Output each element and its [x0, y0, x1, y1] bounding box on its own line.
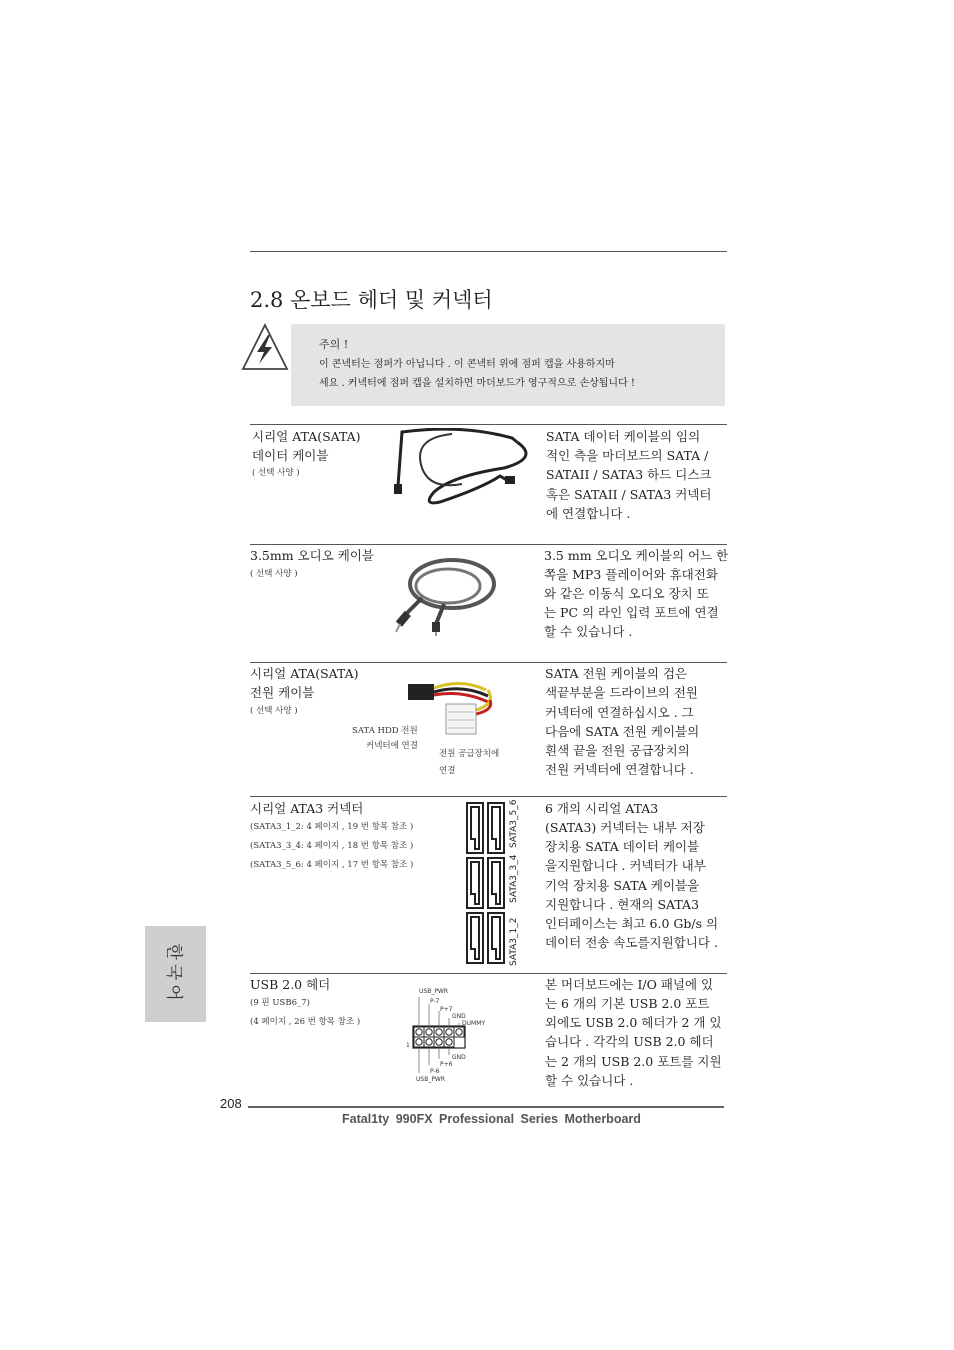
item-desc: 적인 측을 마더보드의 SATA /	[546, 448, 709, 463]
section-title: 2.8 온보드 헤더 및 커넥터	[250, 288, 493, 312]
item-divider	[250, 796, 727, 797]
item-desc: (SATA3) 커넥터는 내부 저장	[545, 820, 705, 835]
item-desc: 흰색 끝을 전원 공급장치의	[545, 743, 690, 758]
item-label: USB 2.0 헤더	[250, 977, 331, 992]
pin-label: P-7	[430, 998, 440, 1005]
item-desc: 장치용 SATA 데이터 케이블	[545, 839, 700, 854]
page-number: 208	[220, 1096, 242, 1111]
item-desc: 는 2 개의 USB 2.0 포트를 지원	[545, 1054, 722, 1069]
item-desc: SATAII / SATA3 하드 디스크	[546, 467, 712, 482]
item-desc: 에 연결합니다 .	[546, 506, 631, 521]
item-desc: 인터페이스는 최고 6.0 Gb/s 의	[545, 916, 719, 931]
audio-cable-image	[392, 548, 502, 636]
language-side-tab-label: 한국어	[163, 943, 184, 1005]
callout-psu: 전원 공급장치에	[439, 749, 500, 759]
pin-label: P+7	[440, 1006, 453, 1013]
callout-psu: 연결	[439, 766, 456, 776]
item-desc: 는 6 개의 기본 USB 2.0 포트	[545, 996, 710, 1011]
item-divider	[250, 544, 727, 545]
item-note: (SATA3_5_6: 4 페이지 , 17 번 항목 참조 )	[250, 860, 414, 870]
item-label: 시리얼 ATA(SATA)	[252, 429, 361, 444]
item-label: 시리얼 ATA3 커넥터	[250, 801, 364, 816]
pin-label: USB_PWR	[419, 988, 449, 995]
pin-label: GND	[452, 1054, 466, 1061]
pin-label: P-6	[430, 1068, 440, 1075]
item-label: 시리얼 ATA(SATA)	[250, 666, 359, 681]
pin-label: USB_PWR	[416, 1076, 446, 1083]
pin-label: DUMMY	[462, 1020, 486, 1027]
item-desc: 와 같은 이동식 오디오 장치 또	[544, 586, 709, 601]
item-desc: 전원 커넥터에 연결합니다 .	[545, 762, 694, 777]
item-desc: 6 개의 시리얼 ATA3	[545, 801, 659, 816]
item-desc: 데이터 전송 속도를지원합니다 .	[545, 935, 718, 950]
item-note: (SATA3_1_2: 4 페이지 , 19 번 항목 참조 )	[250, 822, 414, 832]
item-note: ( 선택 사양 )	[252, 468, 300, 478]
item-note: (SATA3_3_4: 4 페이지 , 18 번 항목 참조 )	[250, 841, 414, 851]
footer-title: Fatal1ty 990FX Professional Series Motherboard	[342, 1112, 641, 1126]
item-desc: 커넥터에 연결하십시오 . 그	[545, 705, 694, 720]
item-divider	[250, 973, 727, 974]
caution-heading: 주의 !	[319, 338, 349, 351]
item-desc: 을지원합니다 . 커넥터가 내부	[545, 858, 706, 873]
footer-divider	[248, 1106, 724, 1108]
item-divider	[250, 424, 727, 425]
callout-sata-hdd: 커넥터에 연결	[366, 741, 418, 751]
item-desc: 3.5 mm 오디오 케이블의 어느 한	[544, 548, 729, 563]
item-note: ( 선택 사양 )	[250, 706, 298, 716]
item-desc: 본 머더보드에는 I/O 패널에 있	[545, 977, 714, 992]
item-desc: 기억 장치용 SATA 케이블을	[545, 878, 700, 893]
item-desc: 는 PC 의 라인 입력 포트에 연결	[544, 605, 719, 620]
top-divider	[250, 251, 727, 252]
connector-label-sata3-5-6: SATA3_5_6	[509, 799, 519, 848]
item-desc: SATA 데이터 케이블의 임의	[546, 429, 701, 444]
item-desc: 다음에 SATA 전원 케이블의	[545, 724, 700, 739]
item-label: 3.5mm 오디오 케이블	[250, 548, 374, 563]
item-note: (4 페이지 , 26 번 항목 참조 )	[250, 1017, 361, 1027]
sata-power-cable-image	[406, 674, 496, 740]
connector-label-sata3-1-2: SATA3_1_2	[509, 917, 519, 966]
item-label: 데이터 케이블	[252, 448, 329, 463]
item-desc: 색끝부분을 드라이브의 전원	[545, 685, 698, 700]
pin-label: 1	[406, 1042, 410, 1049]
sata-cable-image	[392, 428, 542, 510]
caution-line: 이 콘넥터는 점퍼가 아닙니다 . 이 콘넥터 위에 점퍼 캡을 사용하지마	[319, 359, 615, 370]
item-desc: 지원합니다 . 현재의 SATA3	[545, 897, 700, 912]
pin-label: P+6	[440, 1061, 453, 1068]
item-desc: SATA 전원 케이블의 검은	[545, 666, 688, 681]
item-desc: 할 수 있습니다 .	[544, 624, 633, 639]
item-desc: 할 수 있습니다 .	[545, 1073, 634, 1088]
item-desc: 습니다 . 각각의 USB 2.0 헤더	[545, 1034, 714, 1049]
item-note: (9 핀 USB6_7)	[250, 998, 310, 1008]
callout-sata-hdd: SATA HDD 전원	[352, 726, 418, 736]
item-desc: 쪽을 MP3 플레이어와 휴대전화	[544, 567, 718, 582]
item-note: ( 선택 사양 )	[250, 569, 298, 579]
pin-label: GND	[452, 1013, 466, 1020]
sata3-connectors-diagram	[464, 801, 508, 967]
item-desc: 외에도 USB 2.0 헤더가 2 개 있	[545, 1015, 722, 1030]
connector-label-sata3-3-4: SATA3_3_4	[509, 854, 519, 903]
warning-icon	[241, 323, 289, 373]
item-divider	[250, 662, 727, 663]
item-label: 전원 케이블	[250, 685, 315, 700]
item-desc: 혹은 SATAII / SATA3 커넥터	[546, 487, 712, 502]
caution-line: 세요 . 커넥터에 점퍼 캡을 설치하면 마더보드가 영구적으로 손상됩니다 !	[319, 378, 635, 389]
